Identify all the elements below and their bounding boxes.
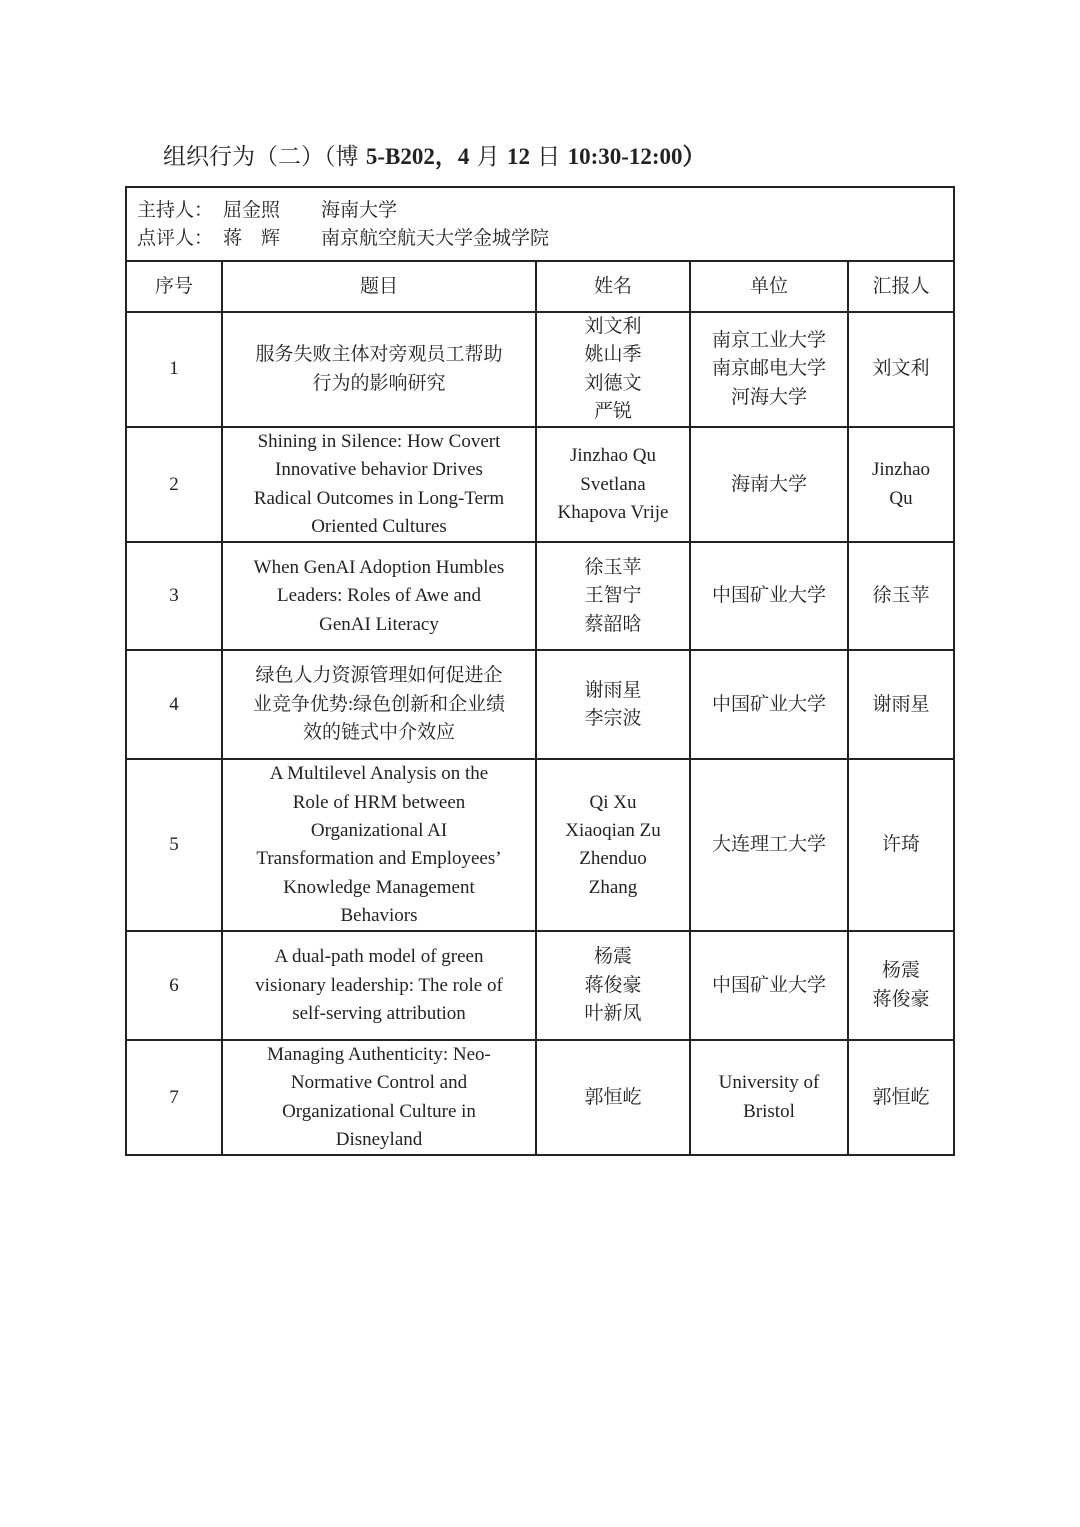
paper-presenter-line: 郭恒屹 (872, 1086, 930, 1108)
row-number: 7 (126, 1040, 222, 1155)
row-number: 2 (126, 427, 222, 542)
paper-title-line: self-serving attribution (292, 1002, 466, 1024)
paper-title (222, 931, 536, 1040)
paper-title-line: visionary leadership: The role of (255, 974, 503, 996)
paper-affiliation (690, 650, 848, 759)
paper-title (222, 1040, 536, 1155)
discussant-affiliation: 南京航空航天大学金城学院 (321, 227, 550, 249)
paper-authors-line: 谢雨星 (584, 679, 642, 701)
paper-title-line: GenAI Literacy (319, 613, 439, 635)
paper-title-line: 业竞争优势:绿色创新和企业绩 (252, 693, 506, 715)
paper-title-line: 绿色人力资源管理如何促进企 (255, 665, 503, 687)
header-title: 题目 (222, 261, 536, 312)
paper-title-line: A Multilevel Analysis on the (269, 763, 489, 785)
paper-authors (536, 931, 690, 1040)
paper-authors-line: Jinzhao Qu (569, 445, 656, 467)
paper-affiliation (690, 542, 848, 650)
chair-name: 屈金照 (223, 198, 281, 221)
paper-authors (536, 650, 690, 759)
paper-affiliation-line: 南京工业大学 (711, 330, 826, 352)
paper-title-line: A dual-path model of green (274, 946, 484, 968)
paper-authors-line: 杨震 (593, 946, 632, 968)
session-month-label: 月 (476, 144, 500, 170)
paper-title-line: Disneyland (335, 1129, 423, 1151)
paper-affiliation-line: 河海大学 (730, 386, 807, 408)
paper-affiliation (690, 931, 848, 1040)
paper-affiliation-line: 中国矿业大学 (711, 693, 826, 715)
paper-title-line: Transformation and Employees’ (256, 848, 502, 870)
schedule-table (125, 186, 955, 1156)
paper-title-line: 行为的影响研究 (312, 372, 446, 394)
paper-title-line: Behaviors (340, 904, 418, 926)
paper-presenter-line: 杨震 (882, 960, 921, 982)
discussant-name: 蒋 辉 (223, 227, 281, 249)
paper-title-line: Radical Outcomes in Long-Term (253, 487, 505, 509)
paper-affiliation-line: 大连理工大学 (711, 834, 826, 856)
paper-affiliation-line: 海南大学 (730, 473, 807, 495)
paper-title-line: Leaders: Roles of Awe and (276, 585, 482, 607)
paper-presenter (848, 427, 954, 542)
paper-presenter-line: 许琦 (882, 834, 921, 856)
paper-presenter (848, 759, 954, 931)
paper-authors (536, 427, 690, 542)
header-presenter: 汇报人 (848, 261, 954, 312)
discussant-line (137, 224, 943, 252)
paper-title (222, 427, 536, 542)
header-authors: 姓名 (536, 261, 690, 312)
table-row (126, 312, 954, 427)
table-row (126, 931, 954, 1040)
table-row (126, 542, 954, 650)
row-number: 1 (126, 312, 222, 427)
paper-title (222, 759, 536, 931)
chair-affiliation: 海南大学 (321, 198, 398, 221)
paper-authors-line: Svetlana (580, 473, 646, 495)
host-row (126, 187, 954, 261)
paper-affiliation (690, 427, 848, 542)
paper-authors (536, 312, 690, 427)
paper-title-line: Normative Control and (290, 1072, 468, 1094)
paper-authors-line: Zhang (588, 876, 638, 898)
paper-title-line: Role of HRM between (292, 791, 466, 813)
session-room: 5-B202，4 (365, 144, 470, 169)
paper-affiliation (690, 312, 848, 427)
paper-presenter-line: 蒋俊豪 (872, 988, 930, 1010)
paper-authors-line: 刘德文 (584, 372, 642, 394)
paper-authors-line: 刘文利 (584, 316, 642, 337)
paper-title-line: 效的链式中介效应 (302, 722, 455, 744)
paper-affiliation-line: 中国矿业大学 (711, 585, 826, 607)
paper-authors-line: 姚山季 (584, 344, 642, 366)
paper-presenter-line: 谢雨星 (872, 693, 930, 715)
paper-authors-line: 蒋俊豪 (584, 974, 642, 996)
paper-presenter (848, 1040, 954, 1155)
paper-authors-line: 王智宁 (584, 585, 642, 607)
paper-presenter-line: Jinzhao (871, 459, 931, 481)
paper-title-line: Oriented Cultures (311, 516, 447, 538)
discussant-label: 点评人： (137, 227, 214, 249)
paper-title (222, 312, 536, 427)
chair-line (137, 196, 943, 224)
paper-title (222, 542, 536, 650)
session-time: 10:30-12:00） (567, 144, 706, 169)
row-number: 5 (126, 759, 222, 931)
paper-title-line: Managing Authenticity: Neo- (267, 1044, 491, 1066)
paper-title-line: Organizational Culture in (282, 1100, 476, 1122)
row-number: 6 (126, 931, 222, 1040)
paper-authors-line: 严锐 (593, 400, 632, 422)
paper-affiliation (690, 1040, 848, 1155)
header-row (126, 261, 954, 312)
session-day: 12 (506, 144, 530, 169)
paper-title (222, 650, 536, 759)
session-day-label: 日 (537, 144, 561, 170)
paper-presenter-line: 徐玉苹 (872, 585, 930, 607)
session-title (163, 140, 706, 174)
table-row (126, 759, 954, 931)
paper-authors-line: 叶新凤 (584, 1002, 642, 1024)
paper-authors-line: Zhenduo (579, 848, 647, 870)
paper-title-line: 服务失败主体对旁观员工帮助 (255, 344, 503, 366)
header-affiliation: 单位 (690, 261, 848, 312)
paper-authors-line: 徐玉苹 (584, 556, 642, 578)
paper-presenter (848, 650, 954, 759)
row-number: 4 (126, 650, 222, 759)
chair-label: 主持人： (137, 198, 214, 221)
paper-presenter (848, 542, 954, 650)
paper-affiliation-line: Bristol (743, 1100, 795, 1122)
paper-authors-line: Qi Xu (589, 791, 637, 813)
paper-authors (536, 759, 690, 931)
paper-authors-line: 蔡韶晗 (584, 613, 642, 635)
session-title-text: 组织行为（二）（博 (163, 144, 359, 170)
paper-authors (536, 1040, 690, 1155)
header-no: 序号 (126, 261, 222, 312)
paper-presenter-line: Qu (889, 487, 913, 509)
paper-presenter (848, 312, 954, 427)
paper-authors-line: Khapova Vrije (557, 501, 669, 523)
paper-presenter (848, 931, 954, 1040)
paper-affiliation-line: University of (718, 1072, 820, 1094)
host-cell (126, 187, 954, 261)
paper-authors-line: Xiaoqian Zu (565, 819, 661, 841)
paper-authors-line: 郭恒屹 (584, 1086, 642, 1108)
row-number: 3 (126, 542, 222, 650)
paper-affiliation-line: 南京邮电大学 (711, 358, 826, 380)
paper-title-line: Organizational AI (310, 819, 448, 841)
paper-affiliation-line: 中国矿业大学 (711, 974, 826, 996)
table-row (126, 1040, 954, 1155)
table-row (126, 427, 954, 542)
paper-affiliation (690, 759, 848, 931)
paper-title-line: When GenAI Adoption Humbles (253, 556, 505, 578)
paper-title-line: Knowledge Management (283, 876, 475, 898)
paper-presenter-line: 刘文利 (872, 358, 930, 380)
paper-title-line: Innovative behavior Drives (275, 459, 483, 481)
paper-authors-line: 李宗波 (584, 707, 642, 729)
table-row (126, 650, 954, 759)
paper-authors (536, 542, 690, 650)
paper-title-line: Shining in Silence: How Covert (257, 431, 501, 453)
